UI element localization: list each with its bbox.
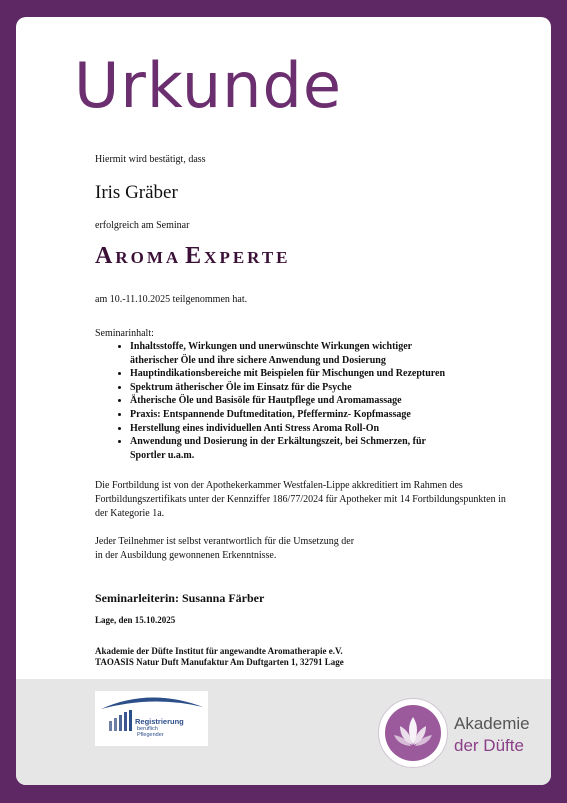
lotus-icon <box>379 699 447 767</box>
institute-line-2: TAOASIS Natur Duft Manufaktur Am Duftgarten 1, 32791 Lage <box>95 657 344 667</box>
list-item: • Herstellung eines individuellen Anti Stress Aroma Roll-On <box>130 422 460 436</box>
accreditation-text: Die Fortbildung ist von der Apothekerkammer Westfalen-Lippe akkreditiert im Rahmen des Fortbildungszertifikats unter der Kennziffer 186/77/2024 für Apotheker mit 14 Fortbildungspunkten in der Kategorie 1a. <box>95 480 506 519</box>
instructor: Seminarleiterin: Susanna Färber <box>95 591 265 605</box>
responsibility-line-1: Jeder Teilnehmer ist selbst verantwortlich für die Umsetzung der <box>95 536 355 547</box>
list-item: • Hauptindikationsbereiche mit Beispielen für Mischungen und Rezepturen <box>130 367 460 381</box>
responsibility-line-2: in der Ausbildung gewonnenen Erkenntnisse. <box>95 550 277 561</box>
badge-subtitle <box>137 726 164 738</box>
course-word-1: Aroma <box>95 243 182 269</box>
confirm-text: Hiermit wird bestätigt, dass <box>95 154 206 165</box>
list-item: • Anwendung und Dosierung in der Erkältungszeit, bei Schmerzen, für Sportler u.a.m. <box>130 435 460 462</box>
date-text: am 10.-11.10.2025 teilgenommen hat. <box>95 294 248 305</box>
course-word-2: Experte <box>185 243 291 269</box>
certificate-title: Urkunde <box>74 49 342 122</box>
list-item: • Ätherische Öle und Basisöle für Hautpflege und Aromamassage <box>130 394 460 408</box>
participant-name: Iris Gräber <box>95 182 178 203</box>
registration-badge <box>95 691 208 746</box>
badge-title: Registrierung <box>135 717 184 726</box>
badge-sub-1: beruflich <box>137 726 158 732</box>
course-name <box>95 243 295 270</box>
akademie-logo <box>378 698 448 768</box>
certificate-card <box>16 17 551 785</box>
place-date: Lage, den 15.10.2025 <box>95 615 176 625</box>
list-item: • Praxis: Entspannende Duftmeditation, Pfefferminz- Kopfmassage <box>130 408 460 422</box>
topics-list <box>116 340 460 462</box>
contents-label: Seminarinhalt: <box>95 328 154 339</box>
badge-sub-2: Pflegender <box>137 732 164 738</box>
institute-line-1: Akademie der Düfte Institut für angewandte Aromatherapie e.V. <box>95 646 343 656</box>
list-item: • Spektrum ätherischer Öle im Einsatz für die Psyche <box>130 381 460 395</box>
akademie-name-line-2: der Düfte <box>454 736 524 755</box>
akademie-name-line-1: Akademie <box>454 714 530 733</box>
success-text: erfolgreich am Seminar <box>95 220 190 231</box>
list-item: • Inhaltsstoffe, Wirkungen und unerwünschte Wirkungen wichtiger ätherischer Öle und ihre sichere Anwendung und Dosierung <box>130 340 460 367</box>
